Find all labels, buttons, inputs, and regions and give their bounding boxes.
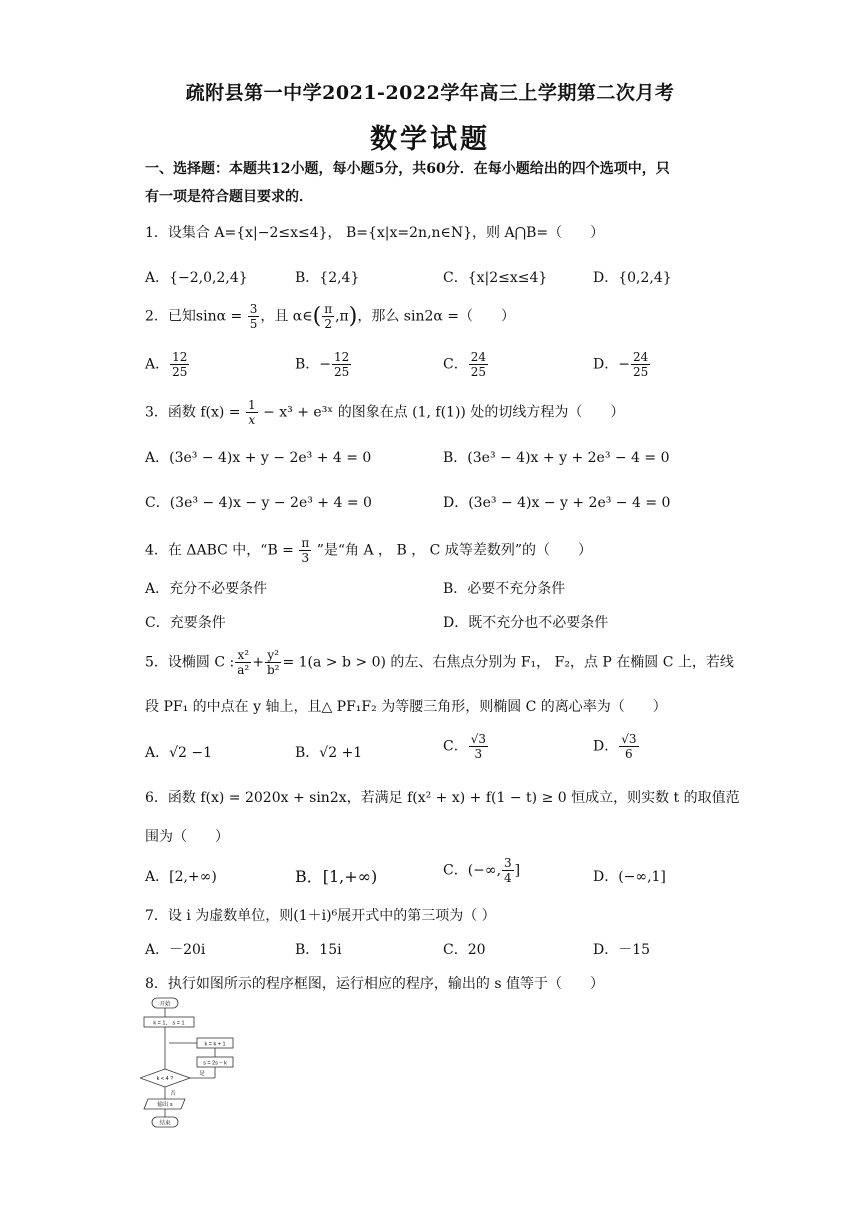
- flow-start-label: 开始: [159, 1001, 171, 1008]
- program-flowchart: [140, 995, 250, 1130]
- q2-option-c: C． $\frac{24}{25}$: [443, 350, 486, 379]
- flow-yes-label: 是: [199, 1071, 205, 1077]
- question-8-stem: 8．执行如图所示的程序框图，运行相应的程序，输出的 s 值等于（ ）: [145, 976, 604, 992]
- question-3-stem: 3．函数 f(x) = $\frac{1}{x}$ − x³ + e³ˣ 的图象在点 (1, f(1)) 处的切线方程为（ ）: [145, 398, 625, 427]
- q4-option-c: C．充要条件: [145, 615, 226, 631]
- q5-option-a: A．√2 −1: [145, 745, 213, 761]
- flow-output-label: 输出 s: [157, 1102, 173, 1108]
- q7-option-d: D．－15: [593, 942, 651, 958]
- exam-title: 疏附县第一中学2021-2022学年高三上学期第二次月考: [185, 82, 675, 104]
- q3-option-c: C．(3e³ − 4)x − y − 2e³ + 4 = 0: [145, 495, 372, 511]
- q1-option-a: A．{−2,0,2,4}: [145, 270, 248, 286]
- question-5-stem: 5．设椭圆 C : $\frac{\text{x²}}{\text{a²}}$ + $\frac{\text{y²}}{\text{b²}}$ = 1(a > b > 0) 的左、右焦点分别为 F₁， F₂，点 P 在椭圆 C 上，若线: [145, 648, 734, 677]
- flow-step2-label: s = 2s − k: [203, 1060, 227, 1067]
- q2-option-d: D．− $\frac{24}{25}$: [593, 350, 649, 379]
- question-4-stem: 4．在 ΔABC 中，“B = $\frac{\pi}{3}$ ”是“角 A ， B ， C 成等差数列”的（ ）: [145, 536, 593, 565]
- q7-option-a: A．－20i: [145, 942, 206, 958]
- q2-interval-fraction: $\frac{\pi}{2}$: [324, 302, 333, 331]
- question-6-stem: 6．函数 f(x) = 2020x + sin2x，若满足 f(x² + x) + f(1 − t) ≥ 0 恒成立，则实数 t 的取值范: [145, 790, 740, 806]
- q5-option-b: B．√2 +1: [295, 745, 363, 761]
- question-6-line2: 围为（ ）: [145, 829, 229, 845]
- flow-no-label: 否: [170, 1091, 176, 1097]
- q5-fraction-x: $\frac{\text{x²}}{\text{a²}}$: [237, 648, 250, 677]
- q5-option-c: C． $\frac{√3}{3}$: [443, 732, 486, 761]
- q5-option-d: D． $\frac{√3}{6}$: [593, 732, 637, 761]
- q1-option-c: C．{x|2≤x≤4}: [443, 270, 548, 286]
- q7-option-c: C．20: [443, 942, 486, 958]
- q7-option-b: B．15i: [295, 942, 342, 958]
- q6-option-b: B．[1,+∞): [295, 867, 378, 886]
- q3-fraction: $\frac{1}{x}$: [248, 398, 256, 427]
- q4-option-a: A．充分不必要条件: [145, 581, 268, 597]
- section-line-1: 一、选择题：本题共12小题，每小题5分，共60分．在每小题给出的四个选项中，只: [145, 161, 670, 177]
- question-5-line2: 段 PF₁ 的中点在 y 轴上，且△ PF₁F₂ 为等腰三角形，则椭圆 C 的离心率为（ ）: [145, 699, 667, 715]
- question-1-stem: 1．设集合 A={x|−2≤x≤4}， B={x|x=2n,n∈N}，则 A⋂B=（ ）: [145, 225, 605, 241]
- q1-option-b: B．{2,4}: [295, 270, 360, 286]
- q3-option-b: B．(3e³ − 4)x + y + 2e³ − 4 = 0: [443, 450, 670, 466]
- section-line-2: 有一项是符合题目要求的．: [145, 189, 313, 205]
- flow-step1-label: k = k + 1: [204, 1041, 226, 1048]
- flow-init-label: k = 1， s = 1: [153, 1020, 185, 1027]
- q1-option-d: D．{0,2,4}: [593, 270, 672, 286]
- question-7-stem: 7．设 i 为虚数单位，则(1＋i)⁶展开式中的第三项为（ ）: [145, 908, 496, 924]
- q2-option-b: B．− $\frac{12}{25}$: [295, 350, 350, 379]
- q2-fraction: $\frac{3}{5}$: [249, 302, 258, 331]
- q6-option-a: A．[2,+∞): [145, 869, 217, 885]
- section-header: [145, 155, 725, 211]
- q3-option-a: A．(3e³ − 4)x + y − 2e³ + 4 = 0: [145, 450, 372, 466]
- flow-condition-label: k < 4 ?: [156, 1076, 174, 1082]
- q3-option-d: D．(3e³ − 4)x − y + 2e³ − 4 = 0: [443, 495, 671, 511]
- q6-option-c: C．(−∞, $\frac{3}{4}$ ]: [443, 856, 521, 885]
- q2-option-a: A． $\frac{12}{25}$: [145, 350, 188, 379]
- q5-fraction-y: $\frac{\text{y²}}{\text{b²}}$: [266, 648, 280, 677]
- flow-end-label: 结束: [159, 1120, 171, 1127]
- question-2-stem: 2．已知sinα = $\frac{3}{5}$ ，且 α∈( $\frac{\pi}{2}$ ,π)，那么 sin2α =（ ）: [145, 302, 516, 331]
- q6-option-d: D．(−∞,1]: [593, 869, 666, 885]
- q4-fraction: $\frac{\pi}{3}$: [301, 536, 310, 565]
- q4-option-b: B．必要不充分条件: [443, 581, 566, 597]
- exam-subject: 数学试题: [370, 124, 490, 155]
- q4-option-d: D．既不充分也不必要条件: [443, 615, 609, 631]
